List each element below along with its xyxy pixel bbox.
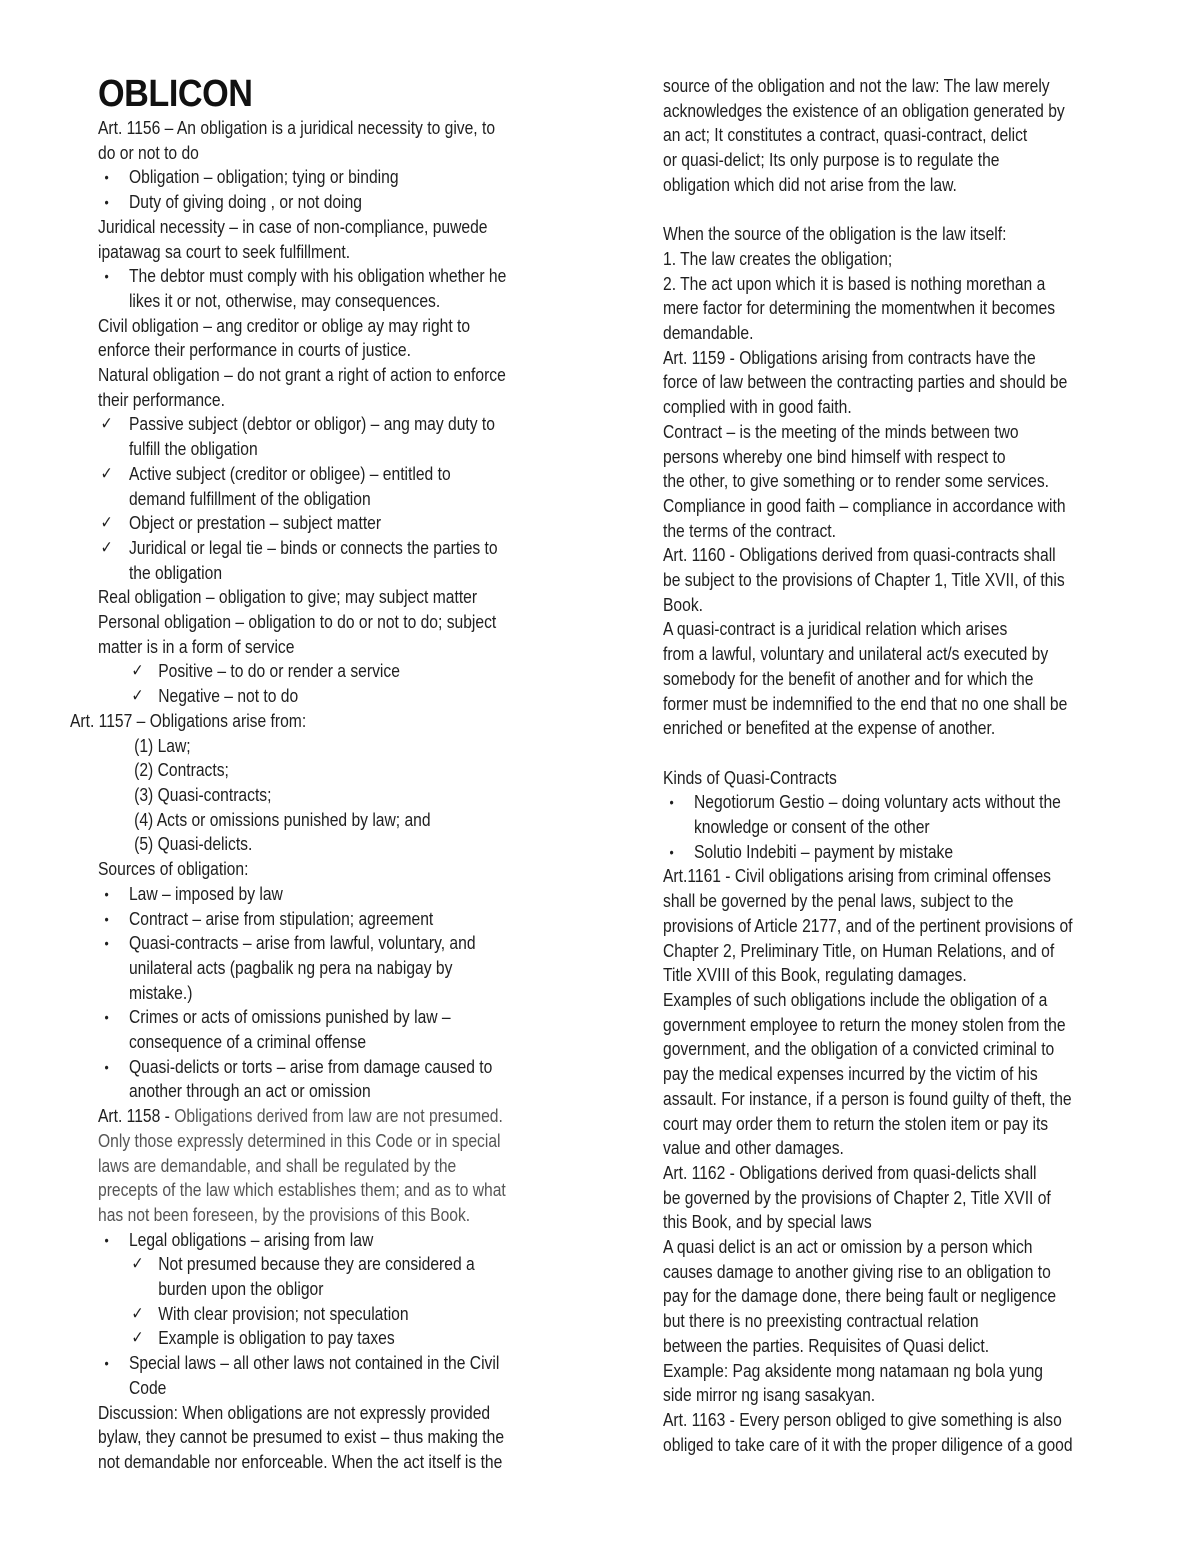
article-1158-cont: Only those expressly determined in this Code or in special: [98, 1130, 501, 1151]
paragraph-line: Juridical necessity – in case of non-compliance, puwede: [98, 216, 488, 237]
check-icon: ✓: [100, 537, 113, 558]
article-1161: Art.1161 - Civil obligations arising from criminal offenses: [663, 866, 1052, 887]
paragraph-line: court may order them to return the stolen item or pay its: [663, 1113, 1049, 1134]
check-item: ✓ Not presumed because they are considered a: [98, 1252, 502, 1277]
list-item-cont: mistake.): [128, 982, 193, 1003]
list-item-cont: another through an act or omission: [128, 1081, 371, 1102]
article-1161-cont: Title XVIII of this Book, regulating damages.: [663, 965, 967, 986]
paragraph-line: demandable.: [663, 323, 754, 344]
check-item: ✓ With clear provision; not speculation: [98, 1302, 502, 1327]
article-1157: Art. 1157 – Obligations arise from:: [70, 710, 307, 731]
list-item: • Law – imposed by law: [98, 882, 502, 907]
check-icon: ✓: [131, 686, 144, 707]
check-item: ✓ Passive subject (debtor or obligor) – ang may duty to: [98, 412, 502, 437]
paragraph-line: 1. The law creates the obligation;: [663, 248, 893, 269]
paragraph-line: Example: Pag aksidente mong natamaan ng bola yung: [663, 1360, 1043, 1381]
article-1163-cont: obliged to take care of it with the proper diligence of a good: [663, 1434, 1073, 1455]
paragraph-line: causes damage to another giving rise to an obligation to: [663, 1261, 1051, 1282]
check-item: ✓ Juridical or legal tie – binds or connects the parties to: [98, 536, 502, 561]
list-item-cont: Code: [128, 1377, 167, 1398]
check-item: ✓ Active subject (creditor or obligee) – entitled to: [98, 462, 502, 487]
list-item: • Crimes or acts of omissions punished by law –: [98, 1005, 502, 1030]
numbered-item: (3) Quasi-contracts;: [134, 784, 272, 805]
bullet-icon: •: [104, 169, 109, 186]
check-item-cont: burden upon the obligor: [158, 1279, 324, 1300]
bullet-icon: •: [104, 194, 109, 211]
discussion-line: bylaw, they cannot be presumed to exist – thus making the: [98, 1427, 505, 1448]
paragraph-line: When the source of the obligation is the law itself:: [663, 224, 1007, 245]
bullet-icon: •: [104, 1231, 109, 1248]
paragraph-line: 2. The act upon which it is based is nothing morethan a: [663, 273, 1046, 294]
bullet-icon: •: [104, 1058, 109, 1075]
list-item: • Legal obligations – arising from law: [98, 1228, 502, 1253]
list-item-cont: likes it or not, otherwise, may consequences.: [128, 290, 441, 311]
paragraph-line: former must be indemnified to the end that no one shall be: [663, 693, 1068, 714]
check-item-cont: demand fulfillment of the obligation: [128, 488, 371, 509]
check-item-cont: the obligation: [128, 562, 223, 583]
article-1158: Art. 1158 - Obligations derived from law are not presumed.: [98, 1106, 503, 1127]
list-item: • Solutio Indebiti – payment by mistake: [663, 840, 1067, 865]
paragraph-line: the terms of the contract.: [663, 520, 837, 541]
paragraph-line: mere factor for determining the momentwhen it becomes: [663, 298, 1056, 319]
paragraph-line: matter is in a form of service: [98, 636, 295, 657]
check-icon: ✓: [131, 661, 144, 682]
list-item-cont: knowledge or consent of the other: [693, 817, 930, 838]
paragraph-line: from a lawful, voluntary and unilateral act/s executed by: [663, 644, 1049, 665]
paragraph-line: Real obligation – obligation to give; may subject matter: [98, 587, 478, 608]
list-item: • Obligation – obligation; tying or binding: [98, 165, 502, 190]
article-1160-cont: Book.: [663, 594, 704, 615]
paragraph-line: government, and the obligation of a convicted criminal to: [663, 1039, 1055, 1060]
discussion-line: not demandable nor enforceable. When the act itself is the: [98, 1451, 503, 1472]
numbered-item: (1) Law;: [134, 735, 191, 756]
check-icon: ✓: [131, 1328, 144, 1349]
left-column: [70, 72, 568, 1475]
paragraph-line: ipatawag sa court to seek fulfillment.: [98, 241, 351, 262]
paragraph-line: Natural obligation – do not grant a right of action to enforce: [98, 365, 506, 386]
article-1160: Art. 1160 - Obligations derived from quasi-contracts shall: [663, 545, 1056, 566]
list-item-cont: consequence of a criminal offense: [128, 1032, 367, 1053]
paragraph-line: obligation which did not arise from the law.: [663, 174, 957, 195]
paragraph-line: A quasi delict is an act or omission by a person which: [663, 1237, 1033, 1258]
article-1162-cont: this Book, and by special laws: [663, 1212, 872, 1233]
list-item: • Duty of giving doing , or not doing: [98, 190, 502, 215]
discussion-line: Discussion: When obligations are not expressly provided: [98, 1402, 491, 1423]
list-item: • Negotiorum Gestio – doing voluntary acts without the: [663, 790, 1067, 815]
paragraph-line: acknowledges the existence of an obligation generated by: [663, 100, 1065, 121]
bullet-icon: •: [104, 268, 109, 285]
paragraph-line: somebody for the benefit of another and for which the: [663, 668, 1034, 689]
blank-line: [663, 741, 1133, 766]
section-heading: Sources of obligation:: [98, 859, 249, 880]
list-item: • Contract – arise from stipulation; agreement: [98, 907, 502, 932]
article-1161-cont: Chapter 2, Preliminary Title, on Human Relations, and of: [663, 940, 1055, 961]
blank-line: [663, 198, 1133, 223]
paragraph-line: but there is no preexisting contractual relation: [663, 1311, 979, 1332]
paragraph-line: Personal obligation – obligation to do or not to do; subject: [98, 612, 497, 633]
list-item-cont: unilateral acts (pagbalik ng pera na nabigay by: [128, 957, 453, 978]
paragraph-line: pay for the damage done, there being fault or negligence: [663, 1286, 1057, 1307]
paragraph-line: Contract – is the meeting of the minds between two: [663, 421, 1019, 442]
check-item: ✓ Object or prestation – subject matter: [98, 511, 502, 536]
paragraph-line: side mirror ng isang sasakyan.: [663, 1385, 876, 1406]
check-item: ✓ Negative – not to do: [98, 684, 502, 709]
bullet-icon: •: [104, 910, 109, 927]
section-heading: Kinds of Quasi-Contracts: [663, 767, 837, 788]
paragraph-line: government employee to return the money stolen from the: [663, 1014, 1066, 1035]
paragraph-line: the other, to give something or to render some services.: [663, 471, 1050, 492]
list-item: • The debtor must comply with his obligation whether he: [98, 264, 502, 289]
bullet-icon: •: [104, 885, 109, 902]
article-1158-cont: has not been foreseen, by the provisions of this Book.: [98, 1204, 471, 1225]
bullet-icon: •: [104, 1355, 109, 1372]
list-item: • Quasi-delicts or torts – arise from damage caused to: [98, 1055, 502, 1080]
article-1156: Art. 1156 – An obligation is a juridical necessity to give, to: [98, 118, 496, 138]
bullet-icon: •: [669, 843, 674, 860]
check-icon: ✓: [131, 1303, 144, 1324]
paragraph-line: enriched or benefited at the expense of another.: [663, 718, 996, 739]
article-1160-cont: be subject to the provisions of Chapter 1, Title XVII, of this: [663, 570, 1065, 591]
article-1162-cont: be governed by the provisions of Chapter 2, Title XVII of: [663, 1187, 1051, 1208]
numbered-item: (4) Acts or omissions punished by law; and: [134, 809, 431, 830]
paragraph-line: A quasi-contract is a juridical relation which arises: [663, 619, 1008, 640]
right-column: [663, 74, 1133, 1457]
article-1158-cont: laws are demandable, and shall be regulated by the: [98, 1155, 457, 1176]
check-icon: ✓: [100, 513, 113, 534]
paragraph-line: enforce their performance in courts of justice.: [98, 340, 411, 361]
paragraph-line: Compliance in good faith – compliance in accordance with: [663, 495, 1066, 516]
article-1161-cont: shall be governed by the penal laws, subject to the: [663, 891, 1014, 912]
document-title: OBLICON: [98, 73, 253, 115]
bullet-icon: •: [104, 935, 109, 952]
article-1156-cont: do or not to do: [98, 142, 199, 163]
list-item: • Special laws – all other laws not contained in the Civil: [98, 1351, 502, 1376]
article-1162: Art. 1162 - Obligations derived from quasi-delicts shall: [663, 1162, 1037, 1183]
check-item: ✓ Positive – to do or render a service: [98, 659, 502, 684]
paragraph-line: pay the medical expenses incurred by the victim of his: [663, 1064, 1038, 1085]
paragraph-line: source of the obligation and not the law: The law merely: [663, 76, 1050, 96]
paragraph-line: Civil obligation – ang creditor or oblige ay may right to: [98, 315, 471, 336]
article-1159-cont: force of law between the contracting parties and should be: [663, 372, 1068, 393]
numbered-item: (2) Contracts;: [134, 760, 229, 781]
paragraph-line: an act; It constitutes a contract, quasi-contract, delict: [663, 125, 1028, 146]
paragraph-line: persons whereby one bind himself with respect to: [663, 446, 1006, 467]
paragraph-line: their performance.: [98, 389, 225, 410]
check-icon: ✓: [100, 463, 113, 484]
paragraph-line: between the parties. Requisites of Quasi delict.: [663, 1335, 990, 1356]
article-1159: Art. 1159 - Obligations arising from contracts have the: [663, 347, 1036, 368]
list-item: • Quasi-contracts – arise from lawful, voluntary, and: [98, 931, 502, 956]
paragraph-line: assault. For instance, if a person is found guilty of theft, the: [663, 1088, 1072, 1109]
paragraph-line: Examples of such obligations include the obligation of a: [663, 989, 1048, 1010]
article-1159-cont: complied with in good faith.: [663, 397, 852, 418]
check-item-cont: fulfill the obligation: [128, 439, 258, 460]
article-1158-cont: precepts of the law which establishes them; and as to what: [98, 1180, 506, 1201]
bullet-icon: •: [104, 1009, 109, 1026]
article-1161-cont: provisions of Article 2177, and of the pertinent provisions of: [663, 915, 1073, 936]
paragraph-line: value and other damages.: [663, 1138, 844, 1159]
check-icon: ✓: [131, 1254, 144, 1275]
paragraph-line: or quasi-delict; Its only purpose is to regulate the: [663, 150, 1000, 171]
check-item: ✓ Example is obligation to pay taxes: [98, 1326, 502, 1351]
numbered-item: (5) Quasi-delicts.: [134, 834, 253, 855]
check-icon: ✓: [100, 414, 113, 435]
article-1163: Art. 1163 - Every person obliged to give something is also: [663, 1409, 1062, 1430]
bullet-icon: •: [669, 794, 674, 811]
